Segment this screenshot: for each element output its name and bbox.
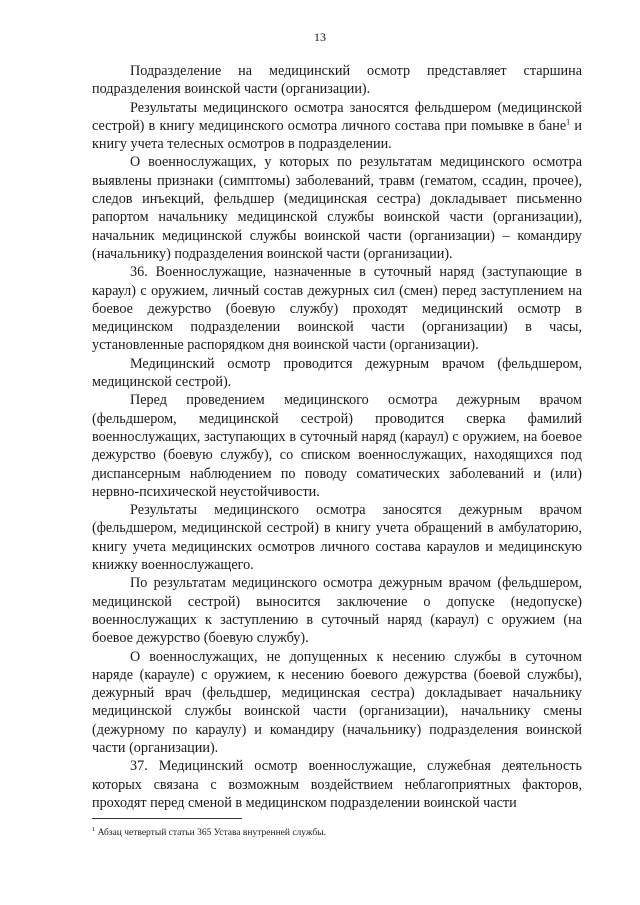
paragraph-text: Результаты медицинского осмотра заносятся фельдшером (медицинской сестрой) в книгу медицинского осмотра личного состава при помывке в бане: [92, 99, 582, 134]
paragraph: 37. Медицинский осмотр военнослужащие, служебная деятельность которых связана с возможным воздействием неблагоприятных факторов, проходят перед сменой в медицинском подразделении воинской части: [92, 758, 582, 811]
footnote-separator: [92, 818, 242, 819]
footnote: [92, 827, 582, 839]
paragraph: [92, 99, 582, 154]
paragraph: Перед проведением медицинского осмотра дежурным врачом (фельдшером, медицинской сестрой) проводится сверка фамилий военнослужащих, заступающих в суточный наряд (караул) с оружием, на боевое дежурство (боевую службу), со списком военнослужащих, находящихся под диспансерным наблюдением по поводу соматических заболеваний и (или) нервно-психической неустойчивости.: [92, 392, 582, 500]
footnote-text: Абзац четвертый статьи 365 Устава внутренней службы.: [95, 828, 326, 838]
paragraph: 36. Военнослужащие, назначенные в суточный наряд (заступающие в караул) с оружием, личный состав дежурных сил (смен) перед заступлением на боевое дежурство (боевую службу) проходят медицинский осмотр в медицинском подразделении воинской части (организации) в часы, установленные распорядком дня воинской части (организации).: [92, 264, 582, 354]
paragraph: О военнослужащих, у которых по результатам медицинского осмотра выявлены признаки (симптомы) заболеваний, травм (гематом, ссадин, прочее), следов инъекций, фельдшер (медицинская сестра) докладывает письменно рапортом начальнику медицинской службы воинской части (организации), начальник медицинской службы воинской части (организации) – командиру (начальнику) подразделения воинской части (организации).: [92, 154, 582, 262]
document-body: [92, 62, 582, 812]
paragraph: Результаты медицинского осмотра заносятся дежурным врачом (фельдшером, медицинской сестрой) в книгу учета обращений в амбулаторию, книгу учета медицинских осмотров личного состава караулов и медицинскую книжку военнослужащего.: [92, 502, 582, 574]
paragraph: Медицинский осмотр проводится дежурным врачом (фельдшером, медицинской сестрой).: [92, 355, 582, 391]
paragraph-text: и книгу учета телесных осмотров в подразделении.: [92, 117, 582, 153]
page-number: 13: [314, 30, 326, 44]
footnote-marker: 1: [92, 825, 96, 833]
paragraph: Подразделение на медицинский осмотр представляет старшина подразделения воинской части (организации).: [92, 63, 582, 98]
footnote-reference: 1: [566, 117, 571, 127]
paragraph: По результатам медицинского осмотра дежурным врачом (фельдшером, медицинской сестрой) выносится заключение о допуске (недопуске) военнослужащих к заступлению в суточный наряд (караул) с оружием (на боевое дежурство (боевую службу).: [92, 575, 582, 647]
paragraph: О военнослужащих, не допущенных к несению службы в суточном наряде (карауле) с оружием, к несению боевого дежурства (боевой службы), дежурный врач (фельдшер, медицинская сестра) докладывает начальнику медицинской службы воинской части (организации), начальнику смены (дежурному по караулу) и командиру (начальнику) подразделения воинской части (организации).: [92, 648, 582, 756]
